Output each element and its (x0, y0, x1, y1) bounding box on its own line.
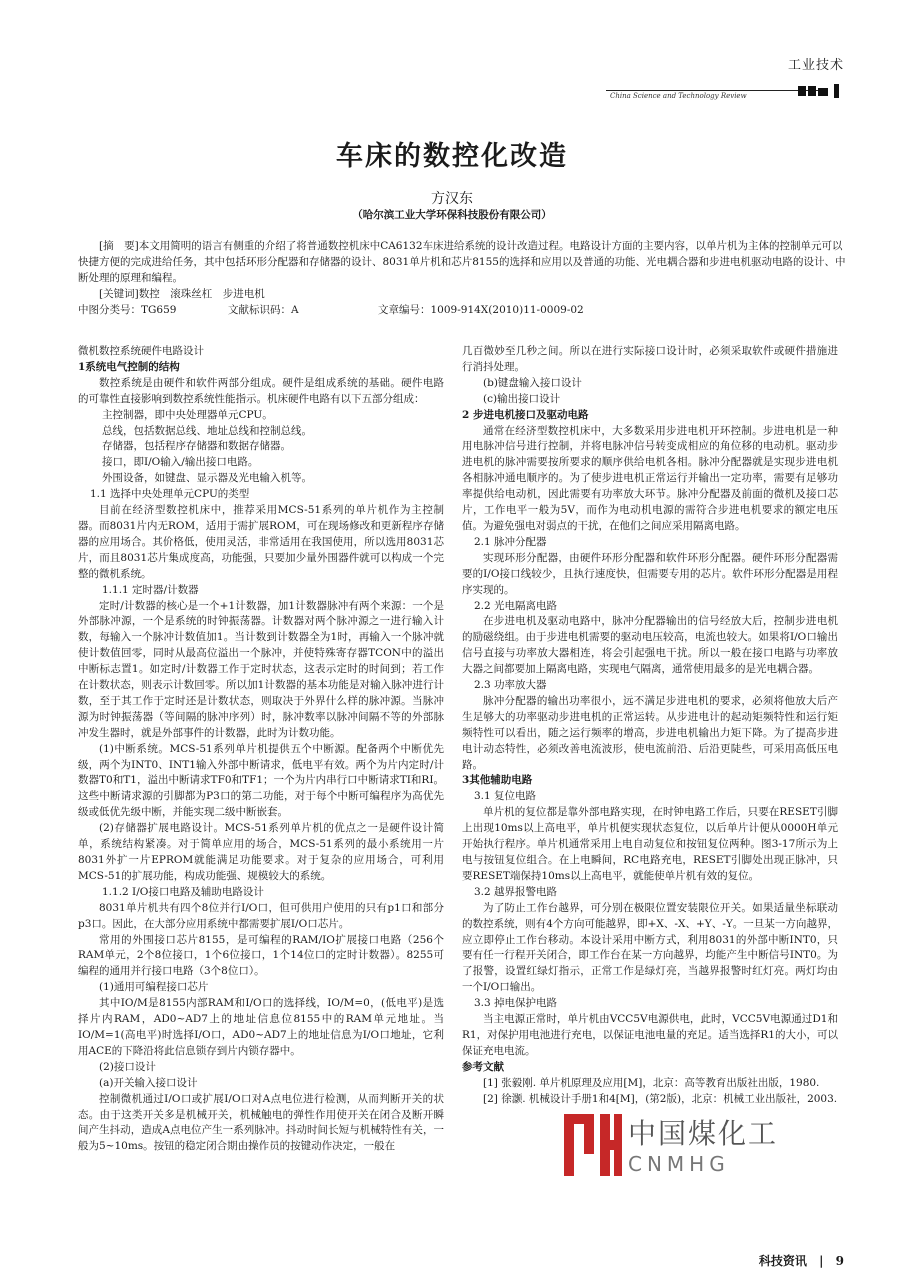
paragraph: 目前在经济型数控机床中，推荐采用MCS-51系列的单片机作为主控制器。而8031片内无ROM，适用于需扩展ROM，可在现场修改和更新程序存储器的应用场合。其价格低，使用灵活，非常适用在我国使用，所以选用8031芯片，而且8031芯片集成度高，功能强，只要加少量外围器件就可以构成一个完整的微机系统。 (78, 504, 444, 580)
paragraph: 其中IO/M是8155内部RAM和I/O口的选择线，IO/M=0，(低电平)是选择片内RAM，AD0~AD7上的地址信息位8155中的RAM单元地址。当IO/M=1(高电平)时选择I/O口，AD0~AD7上的地址信息为I/O口地址，它利用ACE的下降沿将此信息锁存到片内锁存器中。 (78, 997, 444, 1057)
watermark-english-text: CNMHG (628, 1152, 730, 1176)
paragraph: (c)输出接口设计 (483, 392, 561, 405)
paragraph: 脉冲分配器的输出功率很小，远不满足步进电机的要求，必须将他放大后产生足够大的功率驱动步进电机的正常运转。从步进电计的起动矩频特性和运行矩频特性可以看出，随之运行频率的增高，步进电机输出力矩下降。为了提高步进电计动态特性，必须改善电流波形，使电流前沿、后沿更陡些，可采用高低压电路。 (462, 694, 838, 771)
abstract-text: [摘 要]本文用简明的语言有侧重的介绍了将普通数控机床中CA6132车床进给系统的设计改造过程。电路设计方面的主要内容，以单片机为主体的控制单元可以快捷方便的完成进给任务，其中包括环形分配器和存储器的设计、8031单片机和芯片8155的选择和应用以及普通的功能、光电耦合器和步进电机驱动电路的设计、中断处理的原理和编程。 (78, 240, 846, 284)
section-heading: 3.3 掉电保护电路 (474, 997, 558, 1010)
paragraph: 控制微机通过I/O口或扩展I/O口对A点电位进行检测，从而判断开关的状态。由于这类开关多是机械开关，机械触电的弹性作用使开关在闭合及断开瞬间产生抖动，造成A点电位产生一系列脉冲。抖动时间长短与机械特性有关，一般为5~10ms。按钮的稳定闭合期由操作员的按键动作决定，一般在 (78, 1092, 444, 1153)
paragraph: (2)接口设计 (99, 1060, 156, 1073)
watermark-chinese-text: 中国煤化工 (628, 1117, 779, 1150)
paragraph: 常用的外围接口芯片8155，是可编程的RAM/IO扩展接口电路（256个RAM单元，2个8位接口，1个6位接口，1个14位口的定时计数器）。8255可编程的通用并行接口电路（3个8位口）。 (78, 933, 444, 978)
left-column (78, 344, 444, 1155)
article-title: 车床的数控化改造 (336, 141, 568, 172)
section-heading: 3.1 复位电路 (474, 790, 537, 803)
paragraph: 外围设备，如键盘、显示器及光电输入机等。 (102, 472, 312, 485)
section-title: 工业技术 (787, 58, 844, 73)
paragraph: 当主电源正常时，单片机由VCC5V电源供电，此时，VCC5V电源通过D1和R1，对保护用电池进行充电，以保证电池电量的充足。适当选择R1的大小，可以保证充电电流。 (462, 1013, 838, 1057)
paragraph: 接口，即I/O输入/输出接口电路。 (102, 456, 259, 469)
paragraph: 实现环形分配器，由硬件环形分配器和软件环形分配器。硬件环形分配器需要的I/O接口线较少，且执行速度快，但需要专用的芯片。软件环形分配器是用程序实现的。 (462, 551, 838, 596)
abstract-block (78, 238, 848, 318)
paragraph: 总线，包括数据总线、地址总线和控制总线。 (102, 424, 312, 437)
footer-divider: | (819, 1254, 824, 1268)
page-footer (759, 1252, 844, 1269)
paragraph: (b)键盘输入接口设计 (483, 376, 582, 389)
author-name: 方汉东 (431, 191, 473, 207)
paragraph: (a)开关输入接口设计 (99, 1076, 198, 1089)
section-heading: 1.1.1 定时器/计数器 (102, 583, 199, 596)
header-section-label (788, 54, 844, 77)
paragraph: (1)通用可编程接口芯片 (99, 981, 209, 994)
paragraph: 单片机的复位都是靠外部电路实现，在时钟电路工作后，只要在RESET引脚上出现10ms以上高电平，单片机便实现状态复位，以后单片计便从0000H单元开始执行程序。单片机通常采用上电自动复位和按钮复位两种。图3-17所示为上电与按钮复位组合。在上电瞬间，RC电路充电，RESET引脚处出现正脉冲，只要RESET端保持10ms以上高电平，就能使单片机有效的复位。 (462, 806, 838, 882)
footer-journal-label: 科技资讯 (758, 1254, 807, 1268)
article-meta (78, 302, 848, 318)
journal-logo-icon (798, 84, 844, 98)
right-column-body (462, 344, 838, 1060)
paragraph: 数控系统是由硬件和软件两部分组成。硬件是组成系统的基础。硬件电路的可靠性直接影响到数控系统性能指示。机床硬件电路有以下五部分组成： (78, 376, 444, 405)
paragraph: 微机数控系统硬件电路设计 (78, 345, 204, 357)
paragraph: 通常在经济型数控机床中，大多数采用步进电机开环控制。步进电机是一种用电脉冲信号进行控制，并将电脉冲信号转变成相应的角位移的电动机。驱动步进电机的脉冲需要按所要求的顺序供给电机各相。脉冲分配器就是实现步进电机各相脉冲通电顺序的。为了使步进电机正常运行并输出一定功率，需要有足够功率提供给电动机，因此需要有功率放大环节。脉冲分配器及前面的微机及接口芯片，工作电平一般为5V，而作为电动机电源的需符合步进电机要求的额定电压值。为避免强电对弱点的干扰，在他们之间应采用隔离电路。 (462, 424, 838, 532)
reference-item: [1] 张毅刚. 单片机原理及应用[M]，北京：高等教育出版社出版，1980. (483, 1076, 820, 1089)
document-code: 文献标识码：A (228, 304, 299, 316)
paragraph: 主控制器，即中央处理器单元CPU。 (102, 408, 273, 421)
references (462, 1060, 838, 1108)
watermark-logo-icon (560, 1108, 624, 1180)
paragraph: 存储器，包括程序存储器和数据存储器。 (102, 440, 291, 453)
keywords: [关键词]数控 滚珠丝杠 步进电机 (99, 288, 265, 300)
author-affiliation: （哈尔滨工业大学环保科技股份有限公司） (352, 209, 552, 221)
reference-item: [2] 徐灏. 机械设计手册1和4[M]，(第2版)，北京：机械工业出版社，2003. (483, 1092, 838, 1105)
header-rule (606, 90, 826, 91)
article-number: 文章编号：1009-914X(2010)11-0009-02 (378, 304, 584, 316)
paragraph: 在步进电机及驱动电路中，脉冲分配器输出的信号经放大后，控制步进电机的励磁绕组。由于步进电机需要的驱动电压较高，电流也较大。如果将I/O口输出信号直接与功率放大器相连，将会引起强电干扰。所以一般在接口电路与功率放大器之间都要加上隔离电路，实现电气隔离，通常使用最多的是光电耦合器。 (462, 615, 838, 676)
section-heading: 2.1 脉冲分配器 (474, 535, 547, 548)
paragraph: 为了防止工作台越界，可分别在极限位置安装限位开关。如果适量坐标联动的数控系统，则有4个方向可能越界，即+X、-X、+Y、-Y。一旦某一方向越界，应立即停止工作台移动。本设计采用中断方式，利用8031的外部中断INT0，只要有任一行程开关闭合，即工作台在某一方向越界，均能产生中断信号INT0。为了报警，设置红绿灯指示，正常工作是绿灯亮，当越界报警时红灯亮。两灯均由一个I/O口输出。 (462, 901, 838, 994)
clc-number: 中图分类号：TG659 (78, 304, 177, 316)
section-heading: 1.1.2 I/O接口电路及辅助电路设计 (102, 885, 264, 898)
paragraph: (2)存储器扩展电路设计。MCS-51系列单片机的优点之一是硬件设计简单，系统结构紧凑。对于简单应用的场合，MCS-51系列的最小系统用一片8031外扩一片EPROM就能满足功能要求。对于复杂的应用场合，可利用MCS-51的扩展功能，构成功能强、规模较大的系统。 (78, 822, 444, 882)
paragraph: 8031单片机共有四个8位并行I/O口，但可供用户使用的只有p1口和部分p3口。因此，在大部分应用系统中都需要扩展I/O口芯片。 (78, 901, 444, 930)
references-heading: 参考文献 (462, 1060, 504, 1073)
section-heading: 3其他辅助电路 (462, 774, 533, 787)
paragraph: 定时/计数器的核心是一个+1计数器，加1计数器脉冲有两个来源：一个是外部脉冲源，一个是系统的时钟振荡器。计数器对两个脉冲源之一进行输入计数，每输入一个脉冲计数值加1。当计数到计数器全为1时，再输入一个脉冲就使计数值回零，同时从最高位溢出一个脉冲，并使特殊寄存器TCON中的溢出中断标志置1。如定时/计数器工作于定时状态，这表示定时的时间到；若工作在计数状态，则表示计数回零。所以加1计数器的基本功能是对输入脉冲进行计数，至于其工作于定时还是计数状态，则取决于外界什么样的脉冲源。当脉冲源为时钟振荡器（等间隔的脉冲序列）时，脉冲数率以脉冲间隔不等的外部脉冲发生器时，就是外部事件的计数器，此时为计数功能。 (78, 599, 444, 739)
right-column (462, 344, 838, 1108)
section-heading: 2.2 光电隔离电路 (474, 599, 558, 612)
paragraph: 几百微妙至几秒之间。所以在进行实际接口设计时，必须采取软件或硬件措施进行消抖处理。 (462, 345, 838, 373)
section-heading: 2.3 功率放大器 (474, 679, 547, 692)
section-heading: 3.2 越界报警电路 (474, 885, 558, 898)
journal-name: China Science and Technology Review (610, 92, 747, 100)
section-heading: 1.1 选择中央处理单元CPU的类型 (90, 488, 250, 501)
section-heading: 2 步进电机接口及驱动电路 (462, 408, 589, 421)
paragraph: (1)中断系统。MCS-51系列单片机提供五个中断源。配备两个中断优先级，两个为INT0、INT1输入外部中断请求，低电平有效。两个为片内定时/计数器T0和T1，溢出中断请求TF0和TF1；一个为片内串行口中断请求TI和RI。这些中断请求源的引脚都为P3口的第二功能，对于每个中断可编程序为高优先级或低优先级中断，并能实现二级中断嵌套。 (78, 742, 444, 819)
section-heading: 1系统电气控制的结构 (78, 360, 180, 373)
watermark (560, 1108, 778, 1180)
page-number: 9 (835, 1254, 844, 1268)
